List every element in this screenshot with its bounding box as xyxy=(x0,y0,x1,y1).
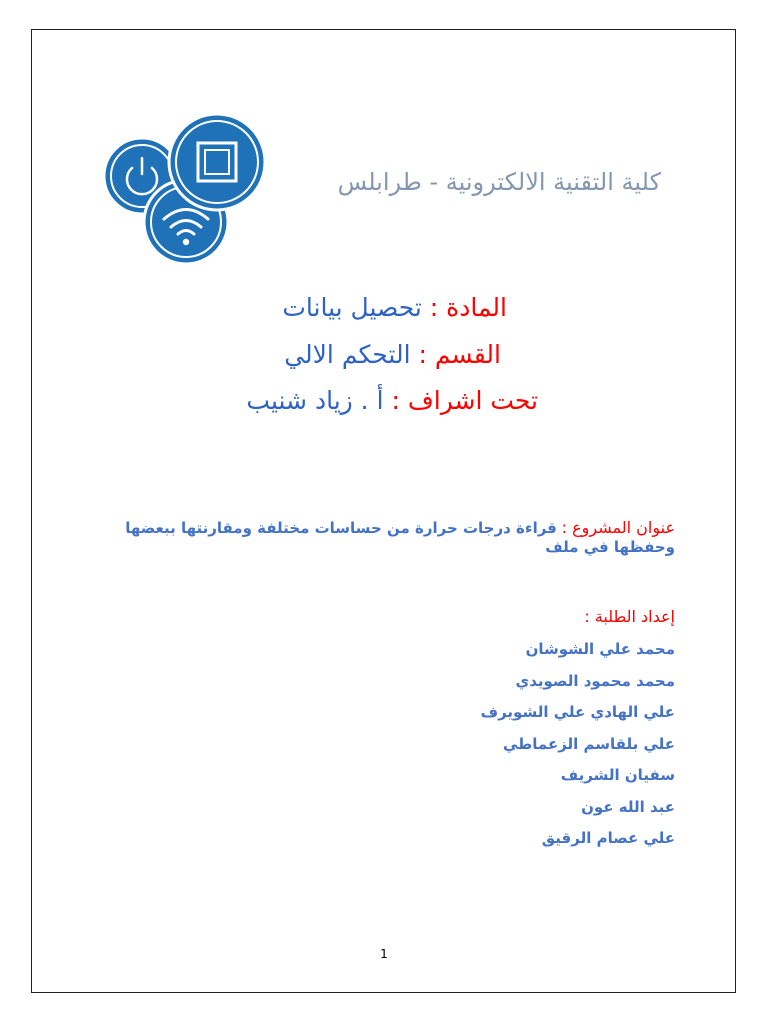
student-name: سفيان الشريف xyxy=(560,766,675,784)
students-heading: إعداد الطلبة : xyxy=(584,607,675,626)
department-line xyxy=(284,340,501,369)
student-name: علي عصام الرقيق xyxy=(541,829,675,847)
student-name: محمد علي الشوشان xyxy=(525,640,675,658)
page-number: 1 xyxy=(380,947,388,961)
subject-line xyxy=(282,293,507,322)
student-name: محمد محمود الصويدي xyxy=(515,671,675,690)
square-screen-icon xyxy=(169,114,265,210)
department-label: القسم : xyxy=(418,340,501,369)
project-title xyxy=(115,518,675,557)
department-value: التحكم الالي xyxy=(284,340,411,369)
subject-value: تحصيل بيانات xyxy=(282,293,422,322)
supervisor-line xyxy=(246,386,538,415)
project-title-label: عنوان المشروع : xyxy=(561,518,675,537)
supervisor-value: أ . زياد شنيب xyxy=(246,386,384,415)
subject-label: المادة : xyxy=(429,293,507,322)
student-name: علي الهادي علي الشويرف xyxy=(480,703,675,721)
student-name: علي بلقاسم الزعماطي xyxy=(502,734,675,753)
college-logo xyxy=(100,112,272,264)
student-name: عبد الله عون xyxy=(581,797,675,816)
students-list xyxy=(481,640,675,861)
supervisor-label: تحت اشراف : xyxy=(391,386,538,415)
college-name: كلية التقنية الالكترونية - طرابلس xyxy=(337,168,661,196)
project-title-value: قراءة درجات حرارة من حساسات مختلفة ومقارنتها ببعضها وحفظها في ملف xyxy=(125,519,675,556)
